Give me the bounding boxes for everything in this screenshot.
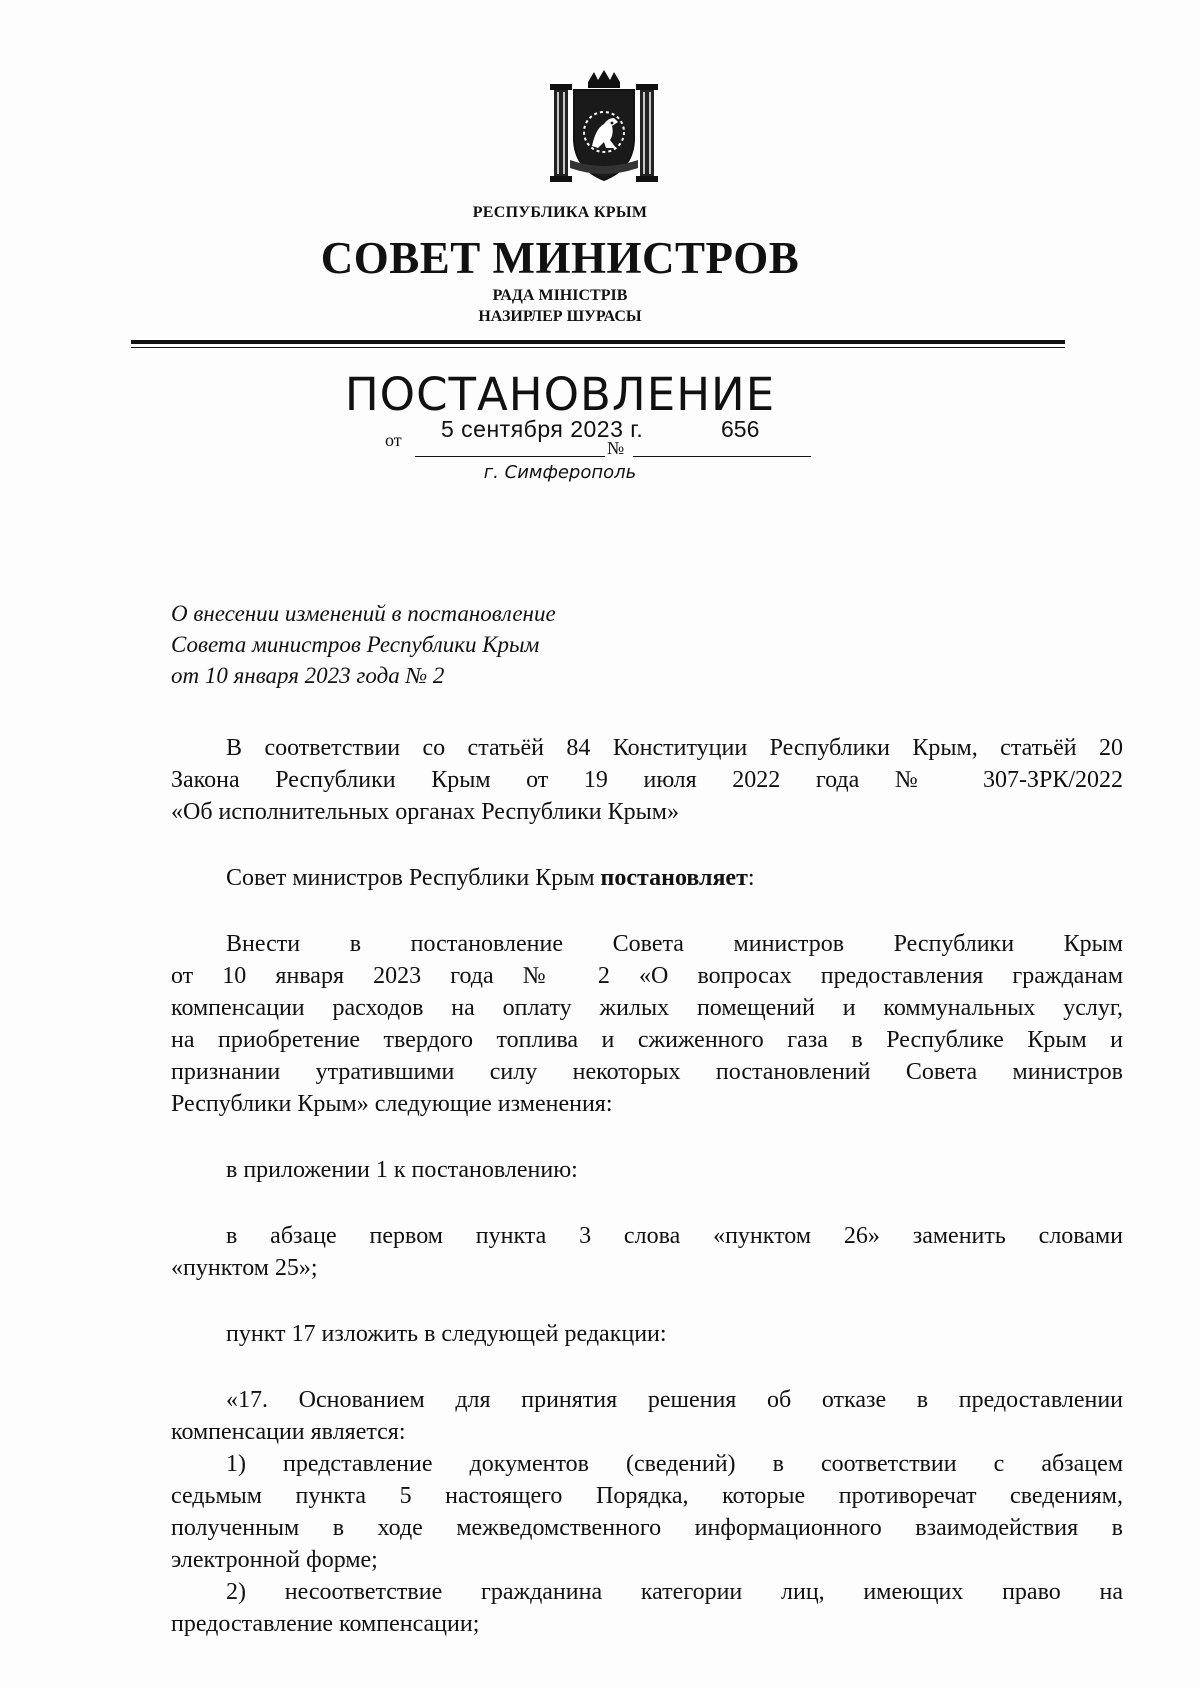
text-line: электронной форме; <box>171 1547 378 1573</box>
text-line: 1) представление документов (сведений) в соответствии с абзацем <box>226 1451 1123 1477</box>
text-line: полученным в ходе межведомственного информационного взаимодействия в <box>171 1515 1123 1541</box>
decree-number: 656 <box>721 416 760 442</box>
text-line: компенсации является: <box>171 1419 406 1445</box>
paragraph-amend <box>171 928 1123 1120</box>
resolves-colon: : <box>747 865 755 891</box>
paragraph-legal-basis <box>171 732 1123 828</box>
city: г. Симферополь <box>483 462 637 483</box>
republic-name: РЕСПУБЛИКА КРЫМ <box>472 204 648 221</box>
coat-of-arms-emblem <box>548 68 660 186</box>
council-name: СОВЕТ МИНИСТРОВ <box>320 233 800 283</box>
paragraph-resolves <box>171 862 1123 894</box>
paragraph-point17: пункт 17 изложить в следующей редакции: <box>226 1321 667 1347</box>
header-rule-thin <box>131 347 1065 348</box>
text-line: «17. Основанием для принятия решения об отказе в предоставлении <box>226 1387 1123 1413</box>
council-name-ukrainian: РАДА МІНІСТРІВ <box>492 287 628 304</box>
text-line: седьмым пункта 5 настоящего Порядка, которые противоречат сведениям, <box>171 1483 1123 1509</box>
text-line: признании утратившими силу некоторых постановлений Совета министров <box>171 1059 1123 1085</box>
header-rule-thick <box>131 340 1065 344</box>
decree-title <box>171 598 556 691</box>
text-line: 2) несоответствие гражданина категории лиц, имеющих право на <box>226 1579 1123 1605</box>
text-line: компенсации расходов на оплату жилых помещений и коммунальных услуг, <box>171 995 1123 1021</box>
number-label: № <box>607 438 625 458</box>
from-label: от <box>385 430 402 450</box>
document-type-heading: ПОСТАНОВЛЕНИЕ <box>344 368 776 421</box>
date-number-line <box>385 416 815 460</box>
paragraph-point3 <box>171 1220 1123 1284</box>
text-line: от 10 января 2023 года № 2 «О вопросах предоставления гражданам <box>171 963 1123 989</box>
paragraph-item-1 <box>171 1448 1123 1576</box>
text-line: «Об исполнительных органах Республики Крым» <box>171 799 679 825</box>
decree-date: 5 сентября 2023 г. <box>441 416 644 442</box>
text-line: Закона Республики Крым от 19 июля 2022 года № 307-ЗРК/2022 <box>171 767 1123 793</box>
paragraph-item-2 <box>171 1576 1123 1640</box>
number-underline <box>633 456 811 457</box>
title-line: Совета министров Республики Крым <box>171 632 540 657</box>
resolves-text: Совет министров Республики Крым <box>226 865 601 891</box>
paragraph-appendix: в приложении 1 к постановлению: <box>226 1157 578 1183</box>
text-line: предоставление компенсации; <box>171 1611 480 1637</box>
text-line: в абзаце первом пункта 3 слова «пунктом 26» заменить словами <box>226 1223 1123 1249</box>
council-name-crimean-tatar: НАЗИРЛЕР ШУРАСЫ <box>478 308 642 325</box>
text-line: В соответствии со статьёй 84 Конституции Республики Крым, статьёй 20 <box>226 735 1123 761</box>
decree-body <box>171 732 1123 1640</box>
title-line: О внесении изменений в постановление <box>171 601 556 626</box>
paragraph-quote-17 <box>171 1384 1123 1448</box>
date-underline <box>415 456 605 457</box>
text-line: «пунктом 25»; <box>171 1255 318 1281</box>
title-line: от 10 января 2023 года № 2 <box>171 663 445 688</box>
text-line: Республики Крым» следующие изменения: <box>171 1091 613 1117</box>
text-line: на приобретение твердого топлива и сжиженного газа в Республике Крым и <box>171 1027 1123 1053</box>
text-line: Внести в постановление Совета министров Республики Крым <box>226 931 1123 957</box>
resolves-keyword: постановляет <box>600 865 748 891</box>
